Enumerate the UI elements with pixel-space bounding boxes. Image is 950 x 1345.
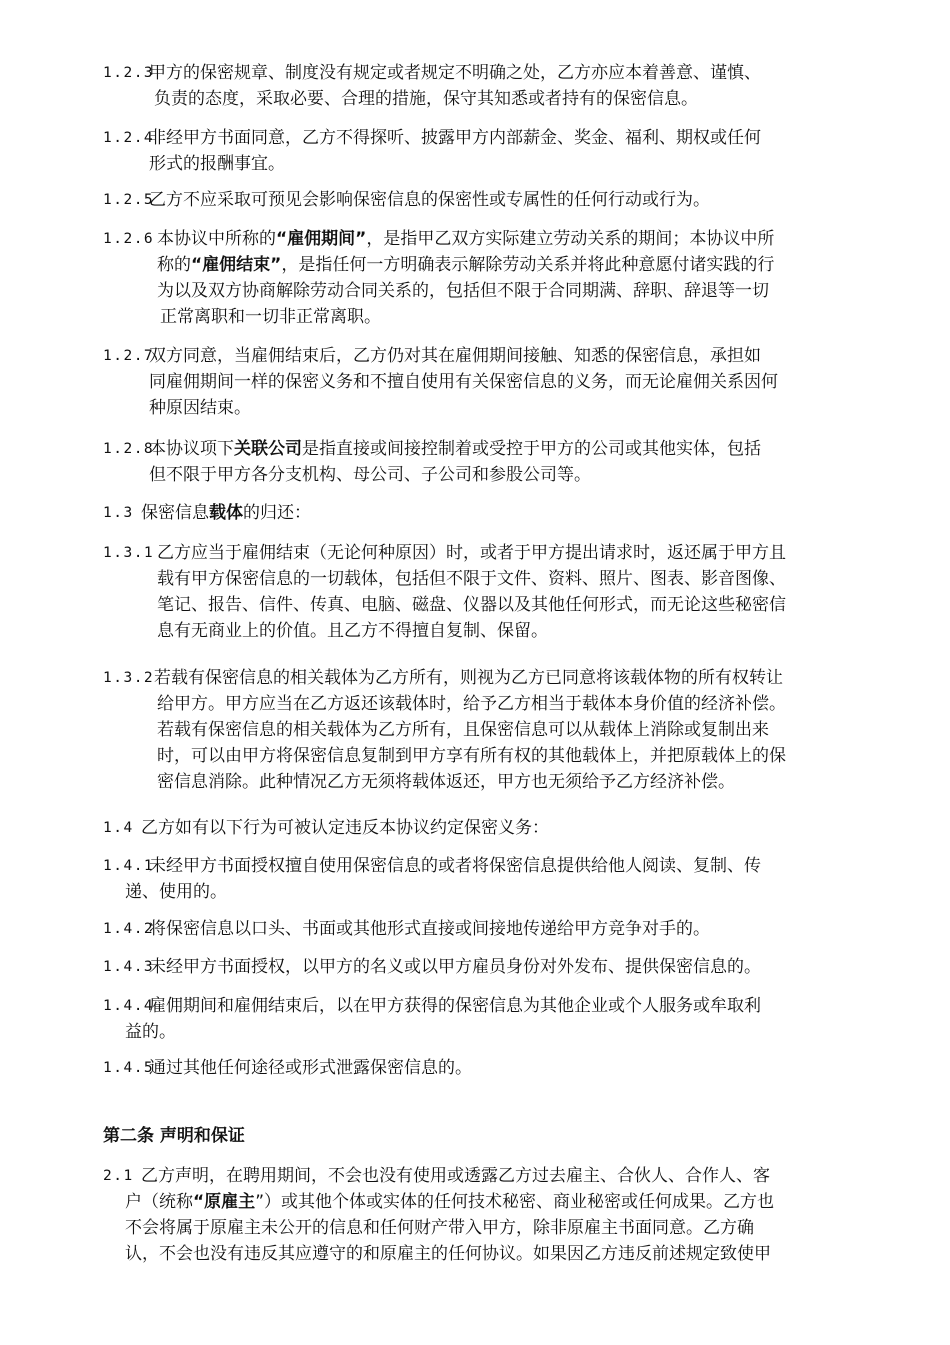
- clause-text-line: 乙方声明，在聘用期间，不会也没有使用或透露乙方过去雇主、合伙人、合作人、客: [141, 1166, 770, 1186]
- clause-text-line: 若载有保密信息的相关载体为乙方所有，则视为乙方已同意将该载体物的所有权转让: [154, 668, 783, 688]
- text-run: 户（统称: [125, 1192, 193, 1212]
- text-run: 本协议项下: [149, 439, 234, 459]
- clause-number: 1.4.4: [103, 998, 155, 1014]
- clause-text-line: 种原因结束。: [149, 398, 251, 418]
- clause-1-4-1: [103, 853, 761, 905]
- clause-text-line: [103, 252, 774, 278]
- text-run: 称的: [157, 255, 191, 275]
- clause-text-line: 通过其他任何途径或形式泄露保密信息的。: [149, 1058, 472, 1078]
- clause-number: 1.2.3: [103, 65, 155, 81]
- text-run: 本协议中所称的: [157, 229, 276, 249]
- text-run: ，是指任何一方明确表示解除劳动关系并将此种意愿付诸实践的行: [281, 255, 775, 275]
- clause-number: 1.4.1: [103, 858, 155, 874]
- clause-1-3: [103, 500, 311, 526]
- text-run: ，是指甲乙双方实际建立劳动关系的期间；本协议中所: [366, 229, 775, 249]
- clause-text-line: 雇佣期间和雇佣结束后，以在甲方获得的保密信息为其他企业或个人服务或牟取利: [149, 996, 761, 1016]
- clause-1-4-3: [103, 954, 761, 980]
- clause-text-line: 同雇佣期间一样的保密义务和不擅自使用有关保密信息的义务，而无论雇佣关系因何: [149, 372, 778, 392]
- defined-term: 载体: [209, 503, 243, 523]
- clause-1-2-8: [103, 436, 761, 488]
- clause-text-line: 为以及双方协商解除劳动合同关系的，包括但不限于合同期满、辞职、辞退等一切: [157, 281, 769, 301]
- clause-1-4-5: [103, 1055, 472, 1081]
- clause-text-line: 非经甲方书面同意，乙方不得探听、披露甲方内部薪金、奖金、福利、期权或任何: [149, 128, 761, 148]
- defined-term: “雇佣结束”: [191, 255, 282, 275]
- clause-number: 1.4.3: [103, 959, 155, 975]
- clause-text-line: 认，不会也没有违反其应遵守的和原雇主的任何协议。如果因乙方违反前述规定致使甲: [125, 1244, 771, 1264]
- clause-number: 1.3: [103, 505, 134, 521]
- defined-term: “雇佣期间”: [276, 229, 367, 249]
- clause-text-line: 未经甲方书面授权擅自使用保密信息的或者将保密信息提供给他人阅读、复制、传: [149, 856, 761, 876]
- clause-text-line: 形式的报酬事宜。: [149, 154, 285, 174]
- text-run: 的归还：: [243, 503, 311, 523]
- clause-1-4-4: [103, 993, 761, 1045]
- clause-number: 2.1: [103, 1168, 134, 1184]
- text-run: ”）或其他个体或实体的任何技术秘密、商业秘密或任何成果。乙方也: [255, 1192, 774, 1212]
- clause-text-line: 乙方应当于雇佣结束（无论何种原因）时，或者于甲方提出请求时，返还属于甲方且: [157, 543, 786, 563]
- clause-text-line: 双方同意，当雇佣结束后，乙方仍对其在雇佣期间接触、知悉的保密信息，承担如: [149, 346, 761, 366]
- clause-number: 1.3.1: [103, 545, 155, 561]
- text-run: 保密信息: [141, 503, 209, 523]
- text-run: 是指直接或间接控制着或受控于甲方的公司或其他实体，包括: [302, 439, 761, 459]
- clause-text-line: 不会将属于原雇主未公开的信息和任何财产带入甲方，除非原雇主书面同意。乙方确: [125, 1218, 754, 1238]
- clause-1-3-1: [103, 540, 786, 644]
- clause-1-2-4: [103, 125, 761, 177]
- clause-number: 1.3.2: [103, 670, 155, 686]
- clause-text-line: 给甲方。甲方应当在乙方返还该载体时，给予乙方相当于载体本身价值的经济补偿。: [157, 694, 786, 714]
- clause-text-line: [103, 1189, 774, 1215]
- clause-1-3-2: [103, 665, 786, 795]
- clause-text-line: 将保密信息以口头、书面或其他形式直接或间接地传递给甲方竞争对手的。: [149, 919, 710, 939]
- clause-number: 1.2.6: [103, 231, 155, 247]
- clause-text-line: 益的。: [125, 1022, 176, 1042]
- clause-text-line: 甲方的保密规章、制度没有规定或者规定不明确之处，乙方亦应本着善意、谨慎、: [149, 63, 761, 83]
- clause-text-line: [103, 500, 311, 526]
- clause-number: 1.4: [103, 820, 134, 836]
- clause-text-line: [103, 436, 761, 462]
- clause-text-line: 未经甲方书面授权，以甲方的名义或以甲方雇员身份对外发布、提供保密信息的。: [149, 957, 761, 977]
- clause-1-4: [103, 815, 549, 841]
- clause-text-line: 笔记、报告、信件、传真、电脑、磁盘、仪器以及其他任何形式，而无论这些秘密信: [157, 595, 786, 615]
- defined-term: “原雇主: [193, 1192, 256, 1212]
- clause-number: 1.2.8: [103, 441, 155, 457]
- clause-text-line: 乙方不应采取可预见会影响保密信息的保密性或专属性的任何行动或行为。: [149, 190, 710, 210]
- section-2-title: 第二条 声明和保证: [103, 1126, 245, 1146]
- clause-1-4-2: [103, 916, 710, 942]
- clause-1-2-5: [103, 187, 710, 213]
- clause-text-line: 递、使用的。: [125, 882, 227, 902]
- clause-text-line: 载有甲方保密信息的一切载体，包括但不限于文件、资料、照片、图表、影音图像、: [157, 569, 786, 589]
- clause-text-line: 负责的态度，采取必要、合理的措施，保守其知悉或者持有的保密信息。: [154, 89, 698, 109]
- clause-number: 1.2.5: [103, 192, 155, 208]
- clause-text-line: 乙方如有以下行为可被认定违反本协议约定保密义务：: [141, 818, 549, 838]
- clause-1-2-7: [103, 343, 778, 421]
- clause-text-line: [103, 226, 774, 252]
- clause-number: 1.2.4: [103, 130, 155, 146]
- clause-text-line: 时，可以由甲方将保密信息复制到甲方享有所有权的其他载体上，并把原载体上的保: [157, 746, 786, 766]
- clause-1-2-6: [103, 226, 774, 330]
- clause-text-line: 但不限于甲方各分支机构、母公司、子公司和参股公司等。: [149, 465, 591, 485]
- clause-1-2-3: [103, 60, 761, 112]
- clause-text-line: 密信息消除。此种情况乙方无须将载体返还，甲方也无须给予乙方经济补偿。: [157, 772, 735, 792]
- clause-number: 1.4.2: [103, 921, 155, 937]
- clause-text-line: 息有无商业上的价值。且乙方不得擅自复制、保留。: [157, 621, 548, 641]
- clause-2-1: [103, 1163, 774, 1267]
- defined-term: 关联公司: [234, 439, 302, 459]
- clause-number: 1.2.7: [103, 348, 155, 364]
- clause-text-line: 若载有保密信息的相关载体为乙方所有，且保密信息可以从载体上消除或复制出来: [157, 720, 769, 740]
- clause-number: 1.4.5: [103, 1060, 155, 1076]
- clause-text-line: 正常离职和一切非正常离职。: [160, 307, 381, 327]
